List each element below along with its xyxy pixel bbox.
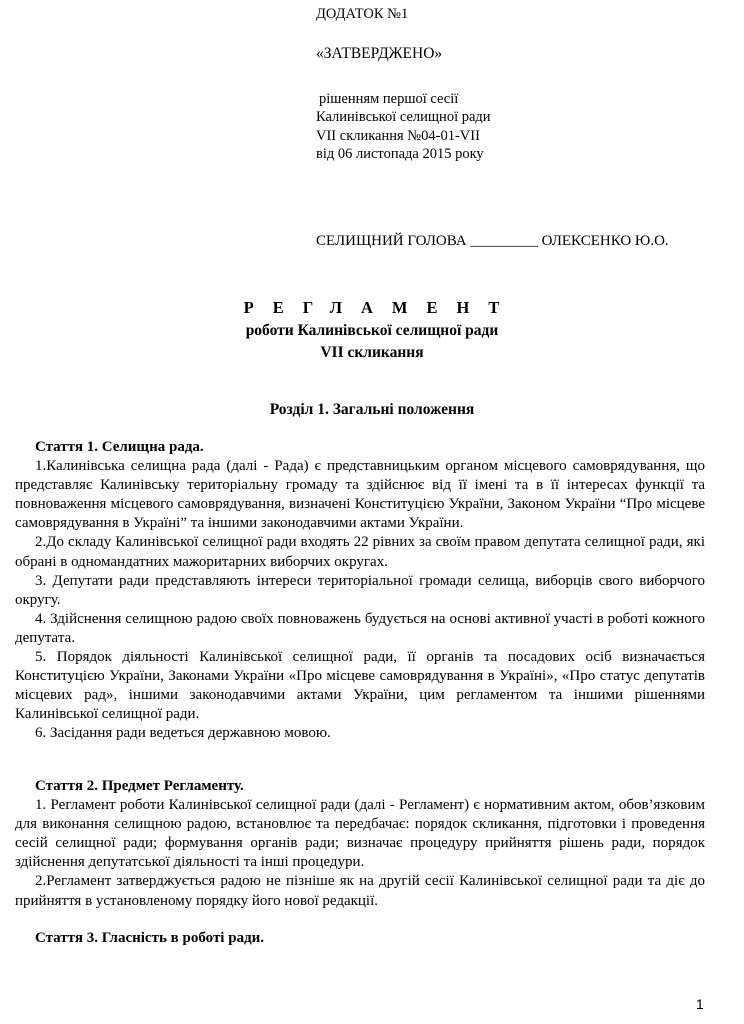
article-1 [15, 438, 705, 744]
article-paragraph: 2.Регламент затверджується радою не пізніше як на другій сесії Калинівської селищної ради та діє до прийняття в установленому порядку його нової редакції. [15, 873, 705, 909]
article-2 [15, 777, 705, 911]
article-paragraph: 2.До складу Калинівської селищної ради входять 22 рівних за своїм правом депутата селищної ради, які обрані в одномандатних мажоритарних виборчих округах. [15, 534, 705, 570]
document-subtitle: роботи Калинівської селищної ради [245, 322, 499, 339]
article-heading: Стаття 2. Предмет Регламенту. [35, 778, 244, 794]
head-signature-line: СЕЛИЩНИЙ ГОЛОВА _________ ОЛЕКСЕНКО Ю.О. [316, 233, 669, 249]
article-paragraph: 1.Калинівська селищна рада (далі - Рада) є представницьким органом місцевого самоврядування, що представляє Калинівську територіальну громаду та здійснює від її імені та в її інтересах функції та повноваження місцевого самоврядування, визначені Конституцією України, Законом України “Про місцеве самоврядування в Україні” та іншими законодавчими актами України. [15, 458, 705, 532]
article-3 [15, 929, 705, 948]
decision-line: рішенням першої сесії [319, 91, 459, 107]
page-number: 1 [696, 996, 704, 1012]
article-paragraph: 1. Регламент роботи Калинівської селищної ради (далі - Регламент) є нормативним актом, обов’язковим для виконання селищною радою, встановлює та передбачає: порядок скликання, підготовки і проведення сесій селищної ради; формування органів ради; визначає процедуру прийняття рішень ради, порядок здійснення депутатської діяльності та інші процедури. [15, 797, 705, 871]
article-paragraph: 4. Здійснення селищною радою своїх повноважень будується на основі активної участі в роботі кожного депутата. [15, 610, 705, 646]
document-title: РЕГЛАМЕНТ [243, 298, 519, 317]
article-heading: Стаття 3. Гласність в роботі ради. [35, 930, 265, 946]
approved-stamp: «ЗАТВЕРДЖЕНО» [316, 45, 443, 62]
article-paragraph: 5. Порядок діяльності Калинівської селищної ради, її органів та посадових осіб визначається Конституцією України, Законами України «Про місцеве самоврядування в Україні», «Про статус депутатів місцевих рад», іншими законодавчими актами України, цим регламентом та іншими рішеннями Калинівської селищної ради. [15, 649, 705, 723]
section-heading: Розділ 1. Загальні положення [269, 401, 475, 418]
article-paragraph: 3. Депутати ради представляють інтереси територіальної громади селища, виборців свого виборчого округу. [15, 572, 705, 608]
document-convocation: VII скликання [320, 344, 424, 361]
appendix-label: ДОДАТОК №1 [316, 6, 409, 22]
decision-line: Калинівської селищної ради [316, 109, 491, 125]
article-paragraph: 6. Засідання ради ведеться державною мовою. [35, 725, 331, 742]
article-heading: Стаття 1. Селищна рада. [35, 439, 204, 455]
decision-line: VII скликання №04-01-VII [316, 128, 480, 144]
decision-line: від 06 листопада 2015 року [316, 146, 484, 162]
